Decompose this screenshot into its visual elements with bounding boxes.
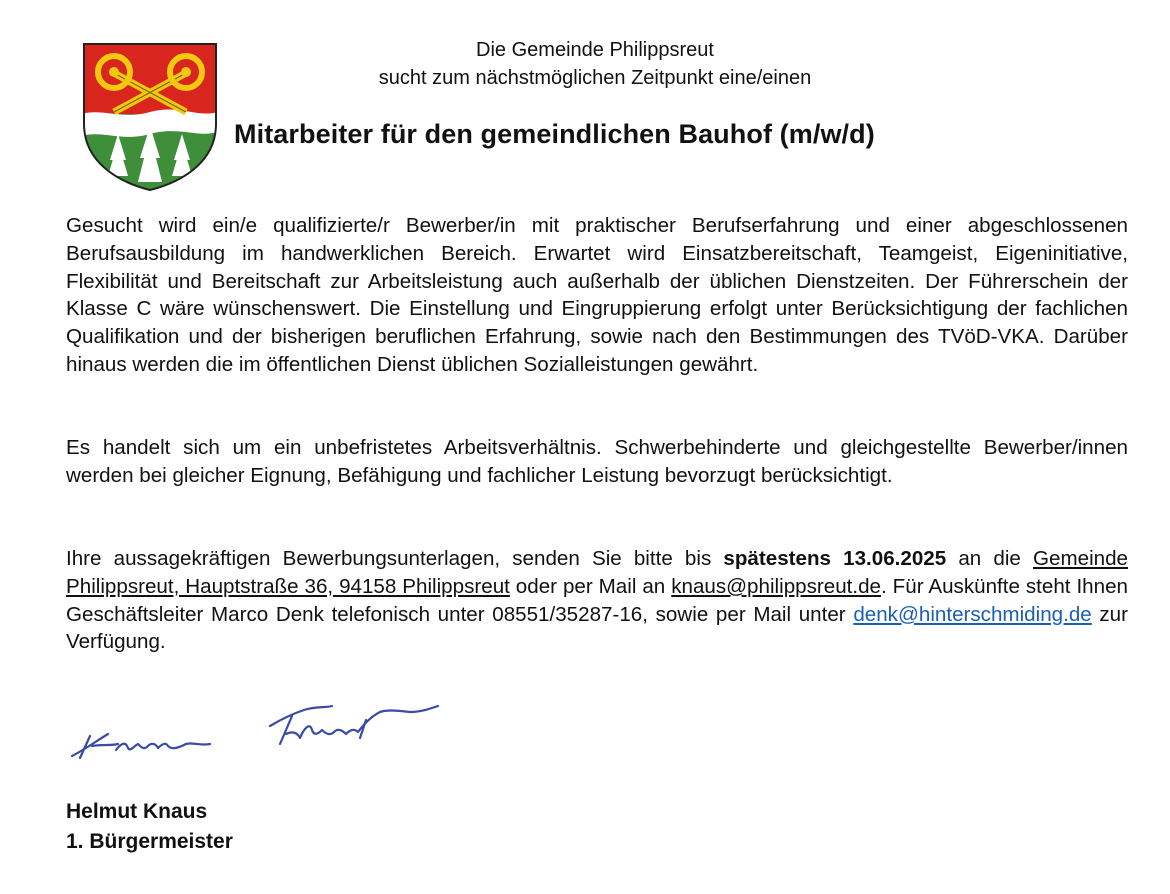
signatory-name: Helmut Knaus [66,800,208,823]
paragraph-employment: Es handelt sich um ein unbefristetes Arbeitsverhältnis. Schwerbehinderte und gleichgestellte Bewerber/innen werden bei gleicher Eignung, Befähigung und fachlicher Leistung bevorzugt berücksichtigt. [66,436,1128,487]
email-knaus-link[interactable]: knaus@philippsreut.de [671,574,882,598]
contact-text: . Für Auskünfte steht Ihnen Geschäftsleiter Marco Denk telefonisch unter 08551/35287-16, sowie per Mail unter [66,574,1128,626]
application-connector: an die [946,547,1033,570]
paragraph-application [66,545,1128,656]
application-intro: Ihre aussagekräftigen Bewerbungsunterlagen, senden Sie bitte bis [66,547,724,570]
coat-of-arms-logo [82,42,218,192]
email-denk-link[interactable]: denk@hinterschmiding.de [853,602,1092,626]
signatory-role: 1. Bürgermeister [66,830,233,853]
mail-connector: oder per Mail an [509,574,672,598]
paragraph-requirements: Gesucht wird ein/e qualifizierte/r Bewerber/in mit praktischer Berufserfahrung und einer abgeschlossenen Berufsausbildung im handwerklichen Bereich. Erwartet wird Einsatzbereitschaft, Teamgeist, Eigeninitiative, Flexibilität und Bereitschaft zur Arbeitsleistung auch außerhalb der üblichen Dienstzeiten. Der Führerschein der Klasse C wäre wünschenswert. Die Einstellung und Eingruppierung erfolgt unter Berücksichtigung der fachlichen Qualifikation und der bisherigen beruflichen Erfahrung, sowie nach den Bestimmungen des TVöD-VKA. Darüber hinaus werden die im öffentlichen Dienst üblichen Sozialleistungen gewährt. [66,214,1128,376]
header-subtitle: sucht zum nächstmöglichen Zeitpunkt eine/einen [378,67,812,89]
header-municipality: Die Gemeinde Philippsreut [476,39,714,61]
deadline: spätestens 13.06.2025 [723,547,947,570]
job-title: Mitarbeiter für den gemeindlichen Bauhof (m/w/d) [234,119,875,149]
closing-text: zur Verfügung. [66,602,1128,654]
address: Gemeinde Philippsreut, Hauptstraße 36, 94158 Philippsreut [66,547,1129,598]
handwritten-signature [60,700,460,770]
